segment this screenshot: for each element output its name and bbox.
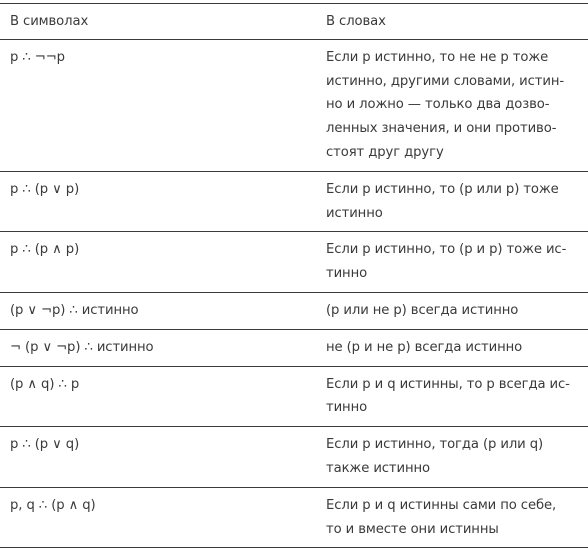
- table-header-row: [0, 4, 588, 40]
- symbols-cell: p ∴ (p ∨ p): [10, 181, 80, 197]
- table-row: [0, 40, 588, 172]
- symbols-cell: (p ∨ ¬p) ∴ истинно: [10, 302, 139, 318]
- words-cell: [326, 293, 588, 329]
- words-line: ленных значения, и они противо-: [326, 121, 557, 137]
- words-line: также истинно: [326, 460, 431, 476]
- words-line: тинно: [326, 266, 368, 282]
- header-symbols: В символах: [10, 14, 89, 29]
- words-line: (p или не p) всегда истинно: [326, 302, 519, 318]
- words-cell: [326, 40, 588, 171]
- symbols-cell: p, q ∴ (p ∧ q): [10, 497, 96, 513]
- words-line: истинно: [326, 205, 383, 221]
- words-line: Если p истинно, тогда (p или q): [326, 437, 544, 453]
- words-line: то и вместе они истинны: [326, 521, 499, 537]
- words-cell: [326, 330, 588, 366]
- header-words: В словах: [326, 14, 386, 29]
- words-line: тинно: [326, 400, 368, 416]
- words-line: Если p и q истинны сами по себе,: [326, 497, 557, 513]
- symbols-cell: (p ∧ q) ∴ p: [10, 376, 80, 392]
- words-cell: [326, 367, 588, 427]
- words-line: Если p истинно, то (p или p) тоже: [326, 181, 559, 197]
- words-line: не (p и не p) всегда истинно: [326, 339, 523, 355]
- logic-table: [0, 3, 588, 548]
- table-row: [0, 427, 588, 488]
- symbols-cell: p ∴ (p ∨ q): [10, 437, 80, 453]
- words-cell: [326, 488, 588, 548]
- words-cell: [326, 172, 588, 232]
- symbols-cell: ¬ (p ∨ ¬p) ∴ истинно: [10, 339, 154, 355]
- words-line: стоят друг другу: [326, 144, 444, 160]
- words-line: но и ложно — только два дозво-: [326, 97, 550, 113]
- words-line: истинно, другими словами, истин-: [326, 73, 565, 89]
- words-cell: [326, 427, 588, 487]
- symbols-cell: p ∴ ¬¬p: [10, 49, 65, 65]
- table-body: [0, 40, 588, 548]
- table-row: [0, 330, 588, 367]
- words-line: Если p истинно, то не не p тоже: [326, 49, 549, 65]
- table-row: [0, 172, 588, 233]
- table-row: [0, 488, 588, 548]
- words-cell: [326, 232, 588, 292]
- words-line: Если p и q истинны, то p всегда ис-: [326, 376, 570, 392]
- symbols-cell: p ∴ (p ∧ p): [10, 242, 80, 258]
- table-row: [0, 232, 588, 293]
- words-line: Если p истинно, то (p и p) тоже ис-: [326, 242, 567, 258]
- table-row: [0, 367, 588, 428]
- table-row: [0, 293, 588, 330]
